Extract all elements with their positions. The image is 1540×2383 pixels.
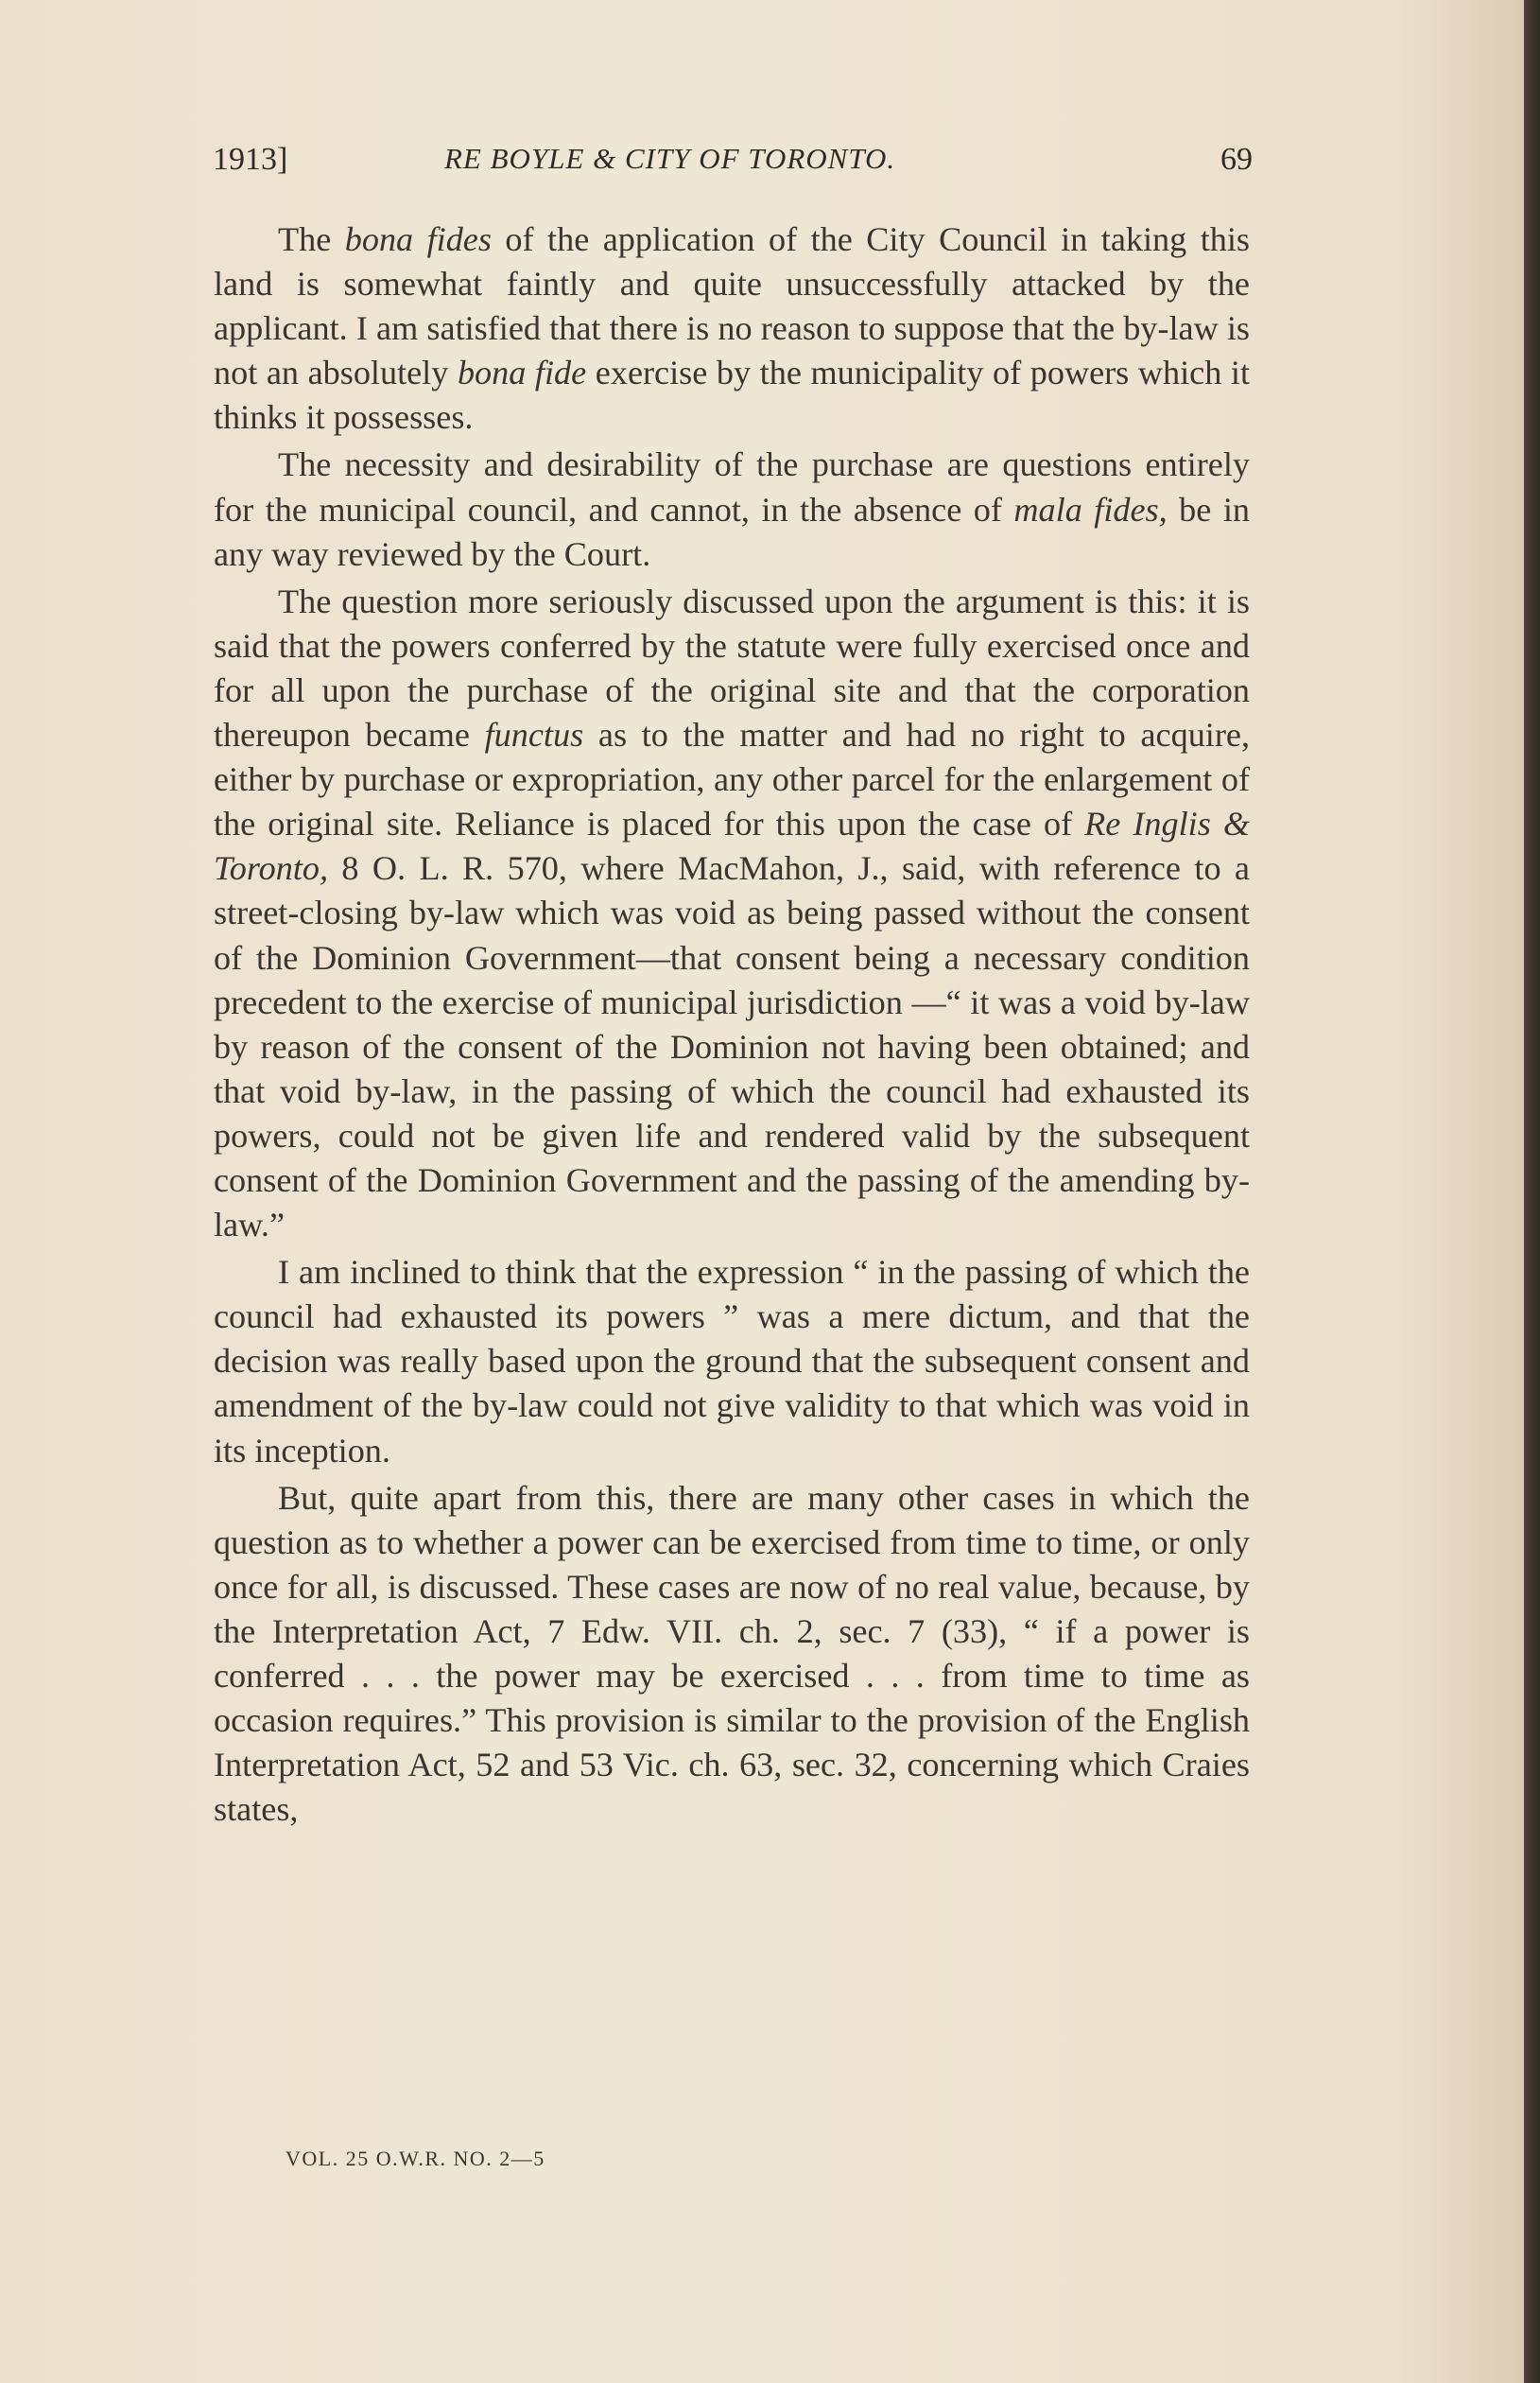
text-run: The question more seriously discussed upon the argument is this: it is said that the powers conferred by the statute were fully exercised once and for all upon the purchase of the original site and that the corporation thereupon became <box>214 582 1250 755</box>
paragraph <box>214 443 1250 576</box>
text-run: But, quite apart from this, there are many other cases in which the question as to whether a power can be exercised from time to time, or only once for all, is discussed. These cases are now of no real value, because, by the Interpretation Act, 7 Edw. VII. ch. 2, sec. 7 (33), “ if a power is conferred . . . the power may be exercised . . . from time to time as occasion requires.” This provision is similar to the provision of the English Interpretation Act, 52 and 53 Vic. ch. 63, sec. 32, concerning which Craies states, <box>214 1478 1250 1829</box>
book-spine-edge <box>1524 0 1540 2383</box>
paragraph <box>214 580 1250 1247</box>
text-run: of the application of the City Council in taking this land is somewhat faintly and quite unsuccessfully attacked by the applicant. I am satisfied that there is no reason to suppose that the by-law is not an absolutely <box>214 220 1251 392</box>
italic-run: bona fides <box>344 220 492 258</box>
signature-line: VOL. 25 O.W.R. NO. 2—5 <box>286 2147 545 2170</box>
text-run: be in any way reviewed by the Court. <box>214 490 1250 573</box>
italic-run: bona fide <box>457 354 587 392</box>
paragraph <box>214 217 1250 440</box>
page-number: 69 <box>1220 142 1253 177</box>
italic-run: mala fides, <box>1013 490 1168 529</box>
paragraph <box>214 1476 1250 1833</box>
italic-run: functus <box>484 716 584 755</box>
header-year: 1913] <box>213 142 288 177</box>
text-run: as to the matter and had no right to acquire, either by purchase or expropriation, any other parcel for the enlargement of the original site. Reliance is placed for this upon the case of <box>214 716 1250 844</box>
text-run: The <box>278 220 345 258</box>
italic-run: Re Inglis & Toronto, <box>214 805 1250 888</box>
running-header <box>213 142 1253 189</box>
text-run: 8 O. L. R. 570, where MacMahon, J., said, with reference to a street-closing by-law which was void as being passed without the consent of the Dominion Government—that consent being a necessary condition precedent to the exercise of municipal jurisdiction —“ it was a void by-law by reason of the consent of the Dominion not having been obtained; and that void by-law, in the passing of which the council had exhausted its powers, could not be given life and rendered valid by the subsequent consent of the Dominion Government and the passing of the amending by-law.” <box>214 849 1250 1244</box>
text-run: exercise by the municipality of powers which it thinks it possesses. <box>214 354 1251 437</box>
body-text <box>214 217 1250 1832</box>
text-run: I am inclined to think that the expression “ in the passing of which the council had exhausted its powers ” was a mere dictum, and that the decision was really based upon the ground that the subsequent consent and amendment of the by-law could not give validity to that which was void in its inception. <box>214 1253 1250 1470</box>
paragraph <box>214 1250 1250 1472</box>
text-run: The necessity and desirability of the purchase are questions entirely for the municipal council, and cannot, in the absence of <box>214 445 1250 529</box>
header-title: RE BOYLE & CITY OF TORONTO. <box>444 142 896 175</box>
